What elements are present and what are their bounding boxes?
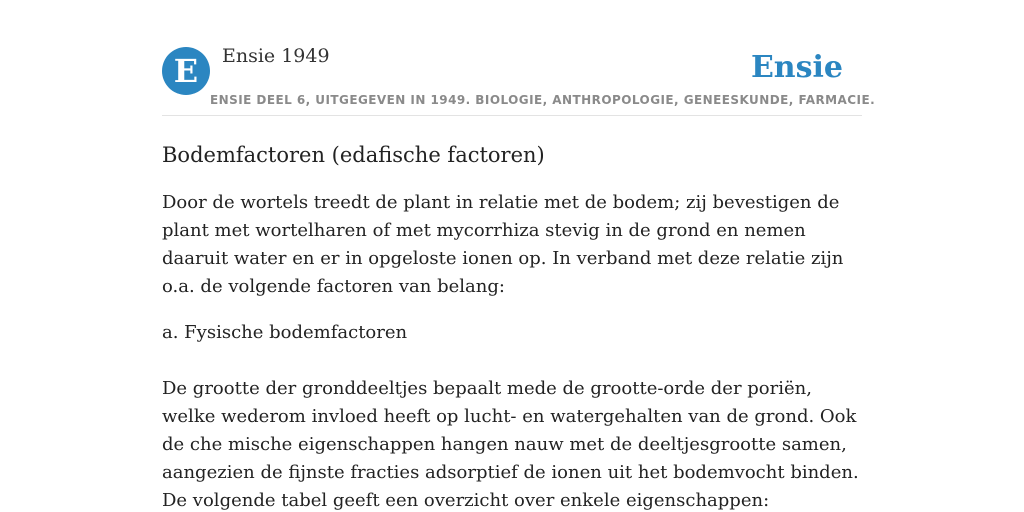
source-subtitle: ENSIE DEEL 6, UITGEGEVEN IN 1949. BIOLOGIE, ANTHROPOLOGIE, GENEESKUNDE, FARMACIE.	[210, 93, 876, 107]
brand-logo[interactable]: Ensie	[750, 50, 843, 85]
entry-title: Bodemfactoren (edafische factoren)	[162, 143, 545, 167]
source-title[interactable]: Ensie 1949	[222, 45, 330, 67]
entry-content	[162, 138, 862, 512]
header-divider	[162, 115, 862, 116]
ensie-logo[interactable]: E	[162, 47, 210, 95]
entry-paragraph: Door de wortels treedt de plant in relatie met de bodem; zij bevestigen de plant met wortelharen of met mycorrhiza stevig in de grond en nemen daaruit water en er in opgeloste ionen op. In verband met deze relatie zijn o.a. de volgende factoren van belang:	[162, 192, 844, 297]
section-heading: a. Fysische bodemfactoren	[162, 322, 408, 343]
entry-paragraph: De grootte der gronddeeltjes bepaalt mede de grootte-orde der poriën, welke wederom invloed heeft op lucht- en watergehalten van de grond. Ook de che mische eigenschappen hangen nauw met de deeltjesgrootte samen, aangezien de fijnste fracties adsorptief de ionen uit het bodemvocht binden. De volgende tabel geeft een overzicht over enkele eigenschappen:	[162, 378, 859, 511]
